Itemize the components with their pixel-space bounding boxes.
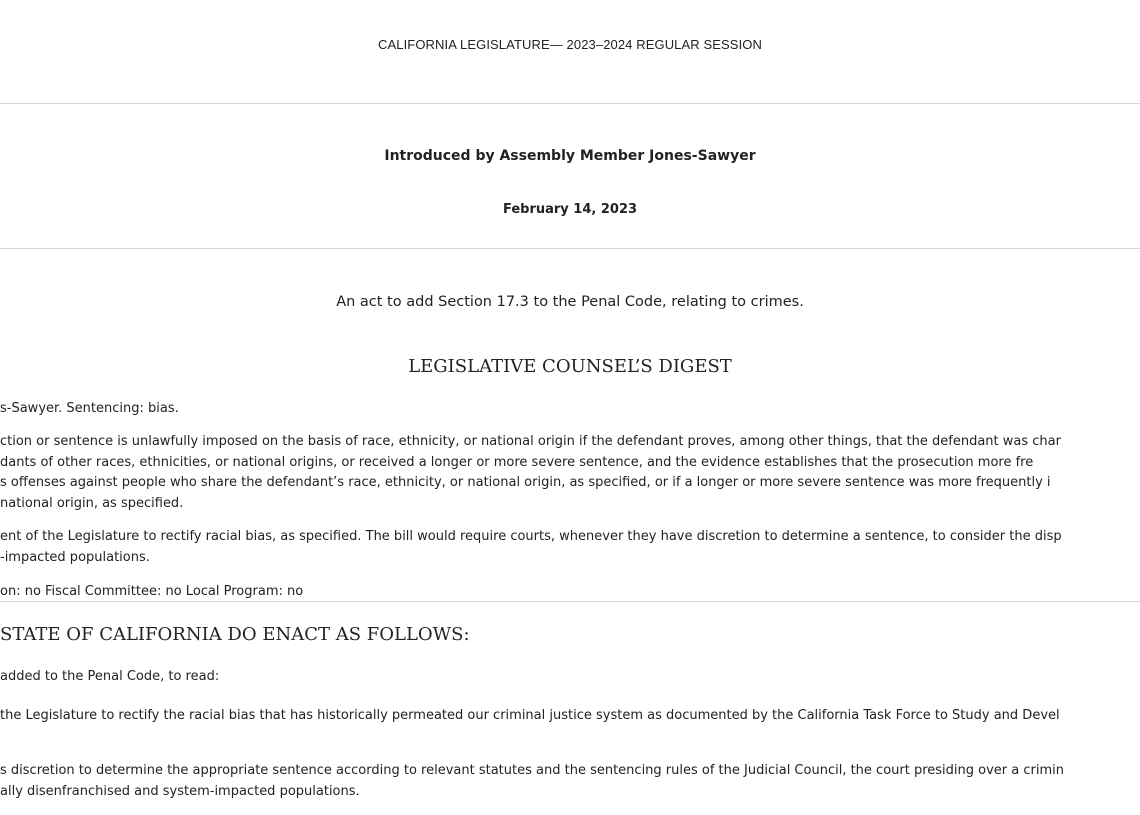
divider-digest [0, 601, 1140, 602]
enacting-clause: STATE OF CALIFORNIA DO ENACT AS FOLLOWS: [0, 624, 470, 645]
act-title: An act to add Section 17.3 to the Penal Code, relating to crimes. [336, 294, 804, 310]
digest-paragraph-1-line: ction or sentence is unlawfully imposed on the basis of race, ethnicity, or national origin if the defendant proves, among other things, that the defendant was char [0, 434, 1061, 449]
digest-paragraph-1-line: s offenses against people who share the defendant’s race, ethnicity, or national origin, as specified, or if a longer or more severe sentence was more frequently i [0, 475, 1051, 490]
digest-paragraph-2 [0, 527, 1140, 568]
introduced-date: February 14, 2023 [502, 202, 638, 217]
digest-paragraph-2-line: -impacted populations. [0, 549, 150, 565]
section-intro: added to the Penal Code, to read: [0, 669, 220, 684]
digest-subject: s-Sawyer. Sentencing: bias. [0, 401, 179, 416]
session-header: CALIFORNIA LEGISLATURE— 2023–2024 REGULAR SESSION [378, 37, 762, 52]
digest-vote-line: on: no Fiscal Committee: no Local Program: no [0, 584, 304, 599]
divider-intro [0, 248, 1140, 249]
digest-paragraph-1-line: dants of other races, ethnicities, or national origins, or received a longer or more severe sentence, and the evidence establishes that the prosecution more fre [0, 454, 1034, 470]
section-paragraph-b [0, 761, 1140, 802]
digest-paragraph-1-line: national origin, as specified. [0, 495, 184, 511]
section-paragraph-b-line: s discretion to determine the appropriate sentence according to relevant statutes and the sentencing rules of the Judicial Council, the court presiding over a crimin [0, 763, 1064, 778]
digest-heading: LEGISLATIVE COUNSEL’S DIGEST [408, 356, 732, 377]
section-paragraph-a [0, 706, 1140, 727]
divider-top [0, 103, 1140, 104]
digest-paragraph-1 [0, 432, 1140, 514]
introduced-by: Introduced by Assembly Member Jones-Sawyer [384, 148, 756, 164]
section-paragraph-b-line: ally disenfranchised and system-impacted populations. [0, 783, 360, 799]
section-paragraph-a-line: the Legislature to rectify the racial bias that has historically permeated our criminal justice system as documented by the California Task Force to Study and Devel [0, 708, 1060, 723]
digest-paragraph-2-line: ent of the Legislature to rectify racial bias, as specified. The bill would require courts, whenever they have discretion to determine a sentence, to consider the disp [0, 529, 1062, 544]
